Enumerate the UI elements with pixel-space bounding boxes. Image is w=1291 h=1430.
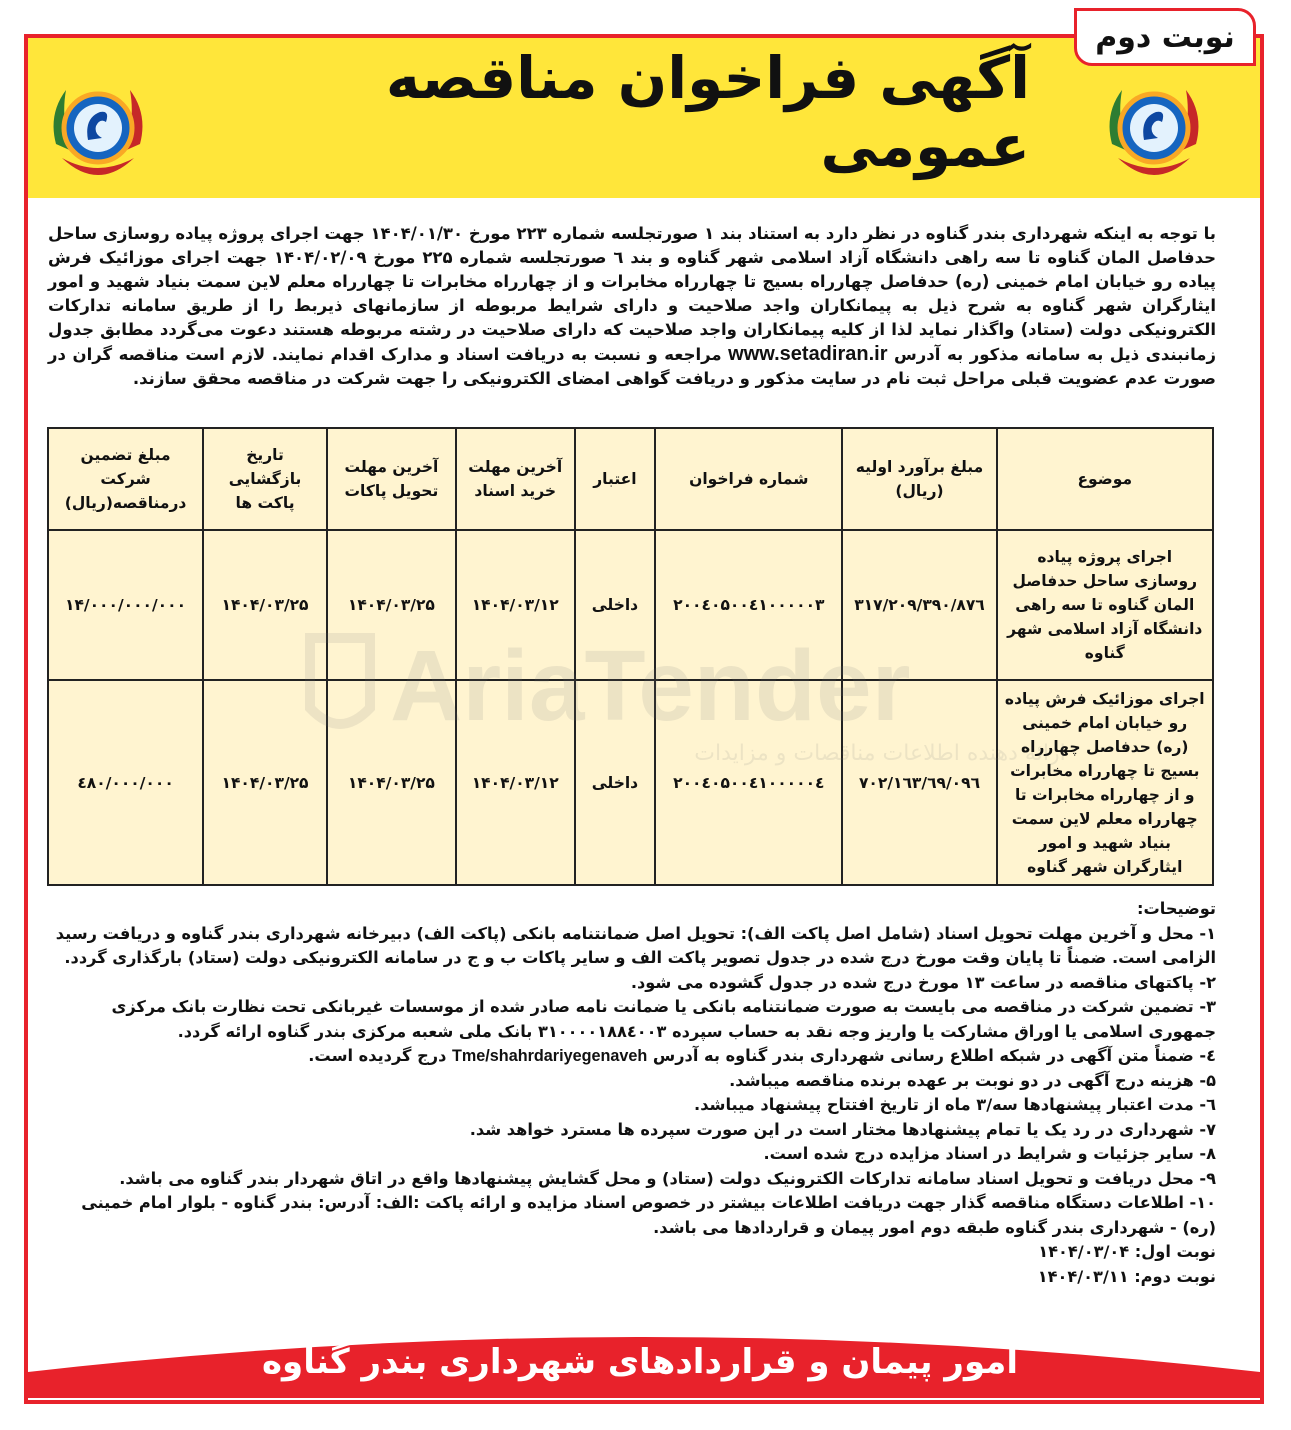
tender-table [47, 427, 1214, 886]
cell-opening-date: ۱۴۰۴/۰۳/۲۵ [203, 680, 327, 885]
cell-subject: اجرای موزائیک فرش پیاده رو خیابان امام خمینی (ره) حدفاصل چهارراه بسیج تا چهارراه مخابرات و از چهارراه مخابرات تا چهارراه معلم لاین سمت بنیاد شهید و امور ایثارگران شهر گناوه [997, 680, 1213, 885]
cell-delivery-deadline: ۱۴۰۴/۰۳/۲۵ [327, 530, 456, 680]
note-item: ۲- پاکتهای مناقصه در ساعت ۱۳ مورخ درج شده در جدول گشوده می شود. [630, 972, 1216, 992]
note-4-end: درج گردیده است. [308, 1046, 453, 1065]
cell-guarantee: ۱۴/۰۰۰/۰۰۰/۰۰۰ [48, 530, 203, 680]
note-item: ۳- تضمین شرکت در مناقصه می بایست به صورت ضمانتنامه بانکی یا ضمانت نامه صادر شده از موسسات غیربانکی تحت نظارت بانک مرکزی جمهوری اسلامی یا اوراق مشارکت یا واریز وجه نقد به حساب سپرده ۳۱۰۰۰۰۱۸۸٤۰۰۳ بانک ملی شعبه مرکزی بندر گناوه ارائه گردد. [111, 997, 1216, 1041]
cell-estimate: ۲۰۹/۳۹۰/۸۷٦/۳۱۷ [842, 530, 996, 680]
note-item: ۷- شهرداری در رد یک یا تمام پیشنهادها مختار است در این صورت سپرده ها مسترد خواهد شد. [469, 1119, 1216, 1139]
notes-heading: توضیحات: [1137, 899, 1216, 918]
note-item: ۹- محل دریافت و تحویل اسناد سامانه تدارکات الکترونیک دولت (ستاد) و محل گشایش پیشنهادها واقع در اتاق شهردار بندر گناوه می باشد. [119, 1168, 1216, 1188]
cell-guarantee: ٤۸۰/۰۰۰/۰۰۰ [48, 680, 203, 885]
header-credit: اعتبار [575, 428, 656, 530]
telegram-channel: Tme/shahrdariyegenaveh [452, 1047, 648, 1065]
municipality-emblem-left [44, 74, 152, 192]
header-estimate: مبلغ برآورد اولیه (ریال) [842, 428, 996, 530]
intro-text-start: با توجه به اینکه شهرداری بندر گناوه در نظر دارد به استناد بند ۱ صورتجلسه شماره ۲۲۳ مورخ ۱۴۰۴/۰۱/۳۰ جهت اجرای پروژه پیاده روسازی ساحل حدفاصل المان گناوه تا سه راهی دانشگاه آزاد اسلامی شهر گناوه و بند ٦ صورتجلسه شماره ۲۲۵ مورخ ۱۴۰۴/۰۲/۰۹ جهت اجرای موزائیک فرش پیاده رو خیابان امام خمینی (ره) حدفاصل چهارراه بسیج تا چهارراه مخابرات و از چهارراه مخابرات تا چهارراه معلم لاین سمت بنیاد شهید و امور ایثارگران شهر گناوه به شرح ذیل به پیمانکاران واجد صلاحیت و دارای شرایط مربوطه از سازمانهای ذیربط را از طریق سامانه تدارکات الکترونیکی دولت (ستاد) واگذار نماید لذا از کلیه پیمانکاران واجد صلاحیت که دارای صلاحیت در رشته مربوطه هستند دعوت می‌گردد مطابق جدول زمانبندی ذیل به سامانه مذکور به آدرس [48, 224, 1216, 364]
table-header-row [48, 428, 1213, 530]
header-delivery-deadline: آخرین مهلت تحویل پاکات [327, 428, 456, 530]
first-publish-date: نوبت اول: ۱۴۰۴/۰۳/۰۴ [1038, 1242, 1216, 1261]
footer-text: امور پیمان و قراردادهای شهرداری بندر گناوه [261, 1342, 1019, 1382]
intro-paragraph [48, 222, 1216, 391]
note-item: ۱۰- اطلاعات دستگاه مناقصه گذار جهت دریافت اطلاعات بیشتر در خصوص اسناد مزایده و ارائه پاکت :الف: آدرس: بندر گناوه - بلوار امام خمینی (ره) - شهرداری بندر گناوه طبقه دوم امور پیمان و قراردادها می باشد. [81, 1193, 1216, 1237]
table-row [48, 680, 1213, 885]
header-guarantee: مبلغ تضمین شرکت درمناقصه(ریال) [48, 428, 203, 530]
second-publish-date: نوبت دوم: ۱۴۰۴/۰۳/۱۱ [1037, 1266, 1216, 1286]
municipality-emblem-right [1100, 74, 1208, 192]
cell-subject: اجرای پروژه پیاده روسازی ساحل حدفاصل المان گناوه تا سه راهی دانشگاه آزاد اسلامی شهر گناوه [997, 530, 1213, 680]
notes-section [48, 897, 1216, 1289]
setadiran-url: www.setadiran.ir [728, 343, 888, 365]
cell-estimate: ٦۹/۰۹٦/۷۰۲/۱٦۳ [842, 680, 996, 885]
note-item [48, 1044, 1216, 1069]
publication-badge: نوبت دوم [1074, 8, 1256, 66]
note-item: ۵- هزینه درج آگهی در دو نوبت بر عهده برنده مناقصه میباشد. [729, 1070, 1216, 1090]
cell-credit: داخلی [575, 530, 656, 680]
note-item: ۸- سایر جزئیات و شرایط در اسناد مزایده درج شده است. [763, 1144, 1216, 1163]
table-row [48, 530, 1213, 680]
cell-purchase-deadline: ۱۴۰۴/۰۳/۱۲ [456, 530, 575, 680]
note-item: ٦- مدت اعتبار پیشنهادها سه/۳ ماه از تاریخ افتتاح پیشنهاد میباشد. [694, 1095, 1216, 1114]
cell-credit: داخلی [575, 680, 656, 885]
cell-purchase-deadline: ۱۴۰۴/۰۳/۱۲ [456, 680, 575, 885]
header-opening-date: تاریخ بازگشایی پاکت ها [203, 428, 327, 530]
cell-call-number: ۲۰۰٤۰۵۰۰٤۱۰۰۰۰۰٤ [655, 680, 842, 885]
header-subject: موضوع [997, 428, 1213, 530]
header-call-number: شماره فراخوان [655, 428, 842, 530]
note-item: ۱- محل و آخرین مهلت تحویل اسناد (شامل اصل پاکت الف): تحویل اصل ضمانتنامه بانکی (پاکت الف) دبیرخانه شهرداری بندر گناوه و دریافت رسید الزامی است. ضمناً تا پایان وقت مورخ درج شده در جدول تصویر پاکت الف و سایر پاکات ب و ج در سامانه الکترونیکی دولت (ستاد) بارگذاری گردد. [55, 923, 1216, 967]
note-4-text: ٤- ضمناً متن آگهی در شبکه اطلاع رسانی شهرداری بندر گناوه به آدرس [647, 1046, 1216, 1065]
header-purchase-deadline: آخرین مهلت خرید اسناد [456, 428, 575, 530]
intro-text-end: مراجعه و نسبت به دریافت اسناد و مدارک اقدام نمایند. لازم است مناقصه گران در صورت عدم عضویت قبلی مراحل ثبت نام در سایت مذکور و دریافت گواهی امضای الکترونیکی را جهت شرکت در مناقصه محقق سازند. [48, 345, 1216, 388]
cell-call-number: ۲۰۰٤۰۵۰۰٤۱۰۰۰۰۰۳ [655, 530, 842, 680]
page-title: آگهی فراخوان مناقصه عمومی [385, 44, 1030, 180]
cell-opening-date: ۱۴۰۴/۰۳/۲۵ [203, 530, 327, 680]
cell-delivery-deadline: ۱۴۰۴/۰۳/۲۵ [327, 680, 456, 885]
